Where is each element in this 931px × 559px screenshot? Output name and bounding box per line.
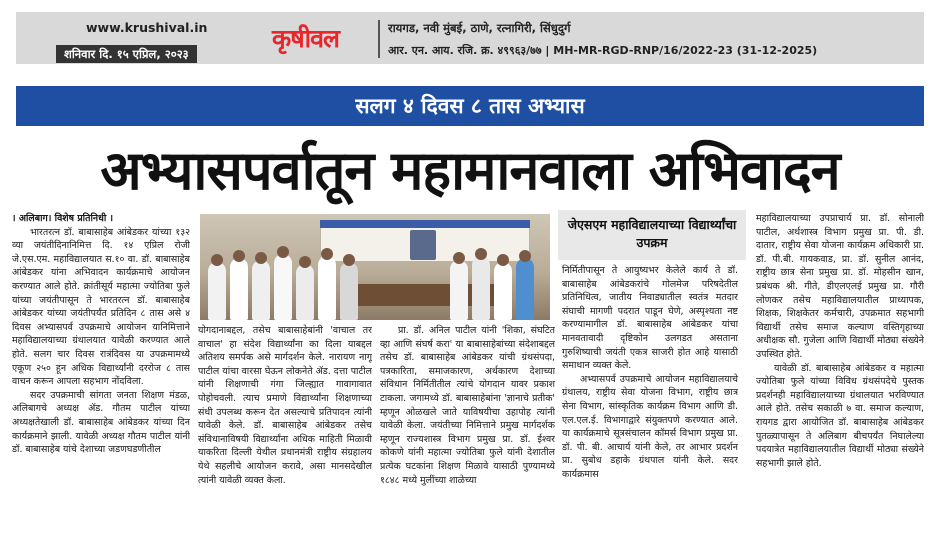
person-head [233, 250, 245, 262]
paragraph: सदर उपक्रमाची सांगता जनता शिक्षण मंडळ, अलिबागचे अध्यक्ष ॲड. गौतम पाटील यांच्या अध्यक्षतेखाली डॉ. बाबासाहेब आंबेडकर यांच्या दिन कार्यक्रमाने झाली. यावेळी अध्यक्ष गौतम पाटील यांनी डॉ. बाबासाहेब यांचे देशाच्या जडणघडणीतील [12, 389, 190, 456]
dateline: । अलिबाग। विशेष प्रतिनिधी । [12, 213, 114, 224]
issue-date: शनिवार दि. १५ एप्रिल, २०२३ [56, 45, 197, 63]
person-head [277, 246, 289, 258]
article-headline: अभ्यासपर्वातून महामानवाला अभिवादन [100, 138, 840, 202]
sub-headline: जेएसएम महाविद्यालयाच्या विद्यार्थ्यांचा उपक्रम [558, 210, 746, 260]
paragraph: प्रा. डॉ. अनिल पाटील यांनी 'शिका, संघटित व्हा आणि संघर्ष करा' या बाबासाहेबांच्या संदेशाबद्दल तसेच डॉ. बाबासाहेब आंबेडकर यांची ग्रंथसंपदा, पत्रकारिता, समाजकारण, अर्थकारण देशाच्या संविधान निर्मितीतील त्यांचे योगदान यावर प्रकाश टाकला. जगामध्ये डॉ. बाबासाहेबांना 'ज्ञानाचे प्रतीक' म्हणून ओळखले जाते याविषयीचा उहापोह त्यांनी यावेळी केला. जयंतीच्या निमित्ताने प्रमुख मार्गदर्शक म्हणून राज्यशास्त्र विभाग प्रमुख प्रा. डॉ. ईश्वर कोकणे यांनी महात्मा ज्योतिबा फुले यांनी देशातील प्रत्येक घटकांना शिक्षण मिळावे यासाठी पुण्यामध्ये १८४८ मध्ये मुलींच्या शाळेच्या [380, 325, 555, 486]
person-figure [208, 262, 226, 320]
person-head [211, 254, 223, 266]
person-head [255, 252, 267, 264]
person-figure [450, 260, 468, 320]
paragraph: महाविद्यालयाच्या उपप्राचार्य प्रा. डॉ. सोनाली पाटील, अर्थशास्त्र विभाग प्रमुख प्रा. पी. डी. दातार, राष्ट्रीय सेवा योजना कार्यक्रम अधिकारी प्रा. डॉ. पी.बी. गायकवाड, प्रा. डॉ. सुनील आनंद, राष्ट्रीय छात्र सेना प्रमुख प्रा. डॉ. मोहसीन खान, प्रबंधक श्री. गीते, डीएलएलई प्रमुख प्रा. गौरी लोणकर तसेच महाविद्यालयातील प्राध्यापक, शिक्षक, शिक्षकेतर कर्मचारी, उपक्रमात सहभागी विद्यार्थी तसेच समाज कल्याण वस्तिगृहाच्या अधीक्षक सौ. गुजेला आणि विद्यार्थी मोठ्या संख्येने उपस्थित होते. [756, 213, 924, 360]
person-figure [296, 264, 314, 320]
person-head [343, 254, 355, 266]
person-head [453, 252, 465, 264]
person-head [519, 250, 531, 262]
newspaper-logo: कृषीवल [272, 24, 339, 53]
person-head [475, 248, 487, 260]
person-figure [340, 262, 358, 320]
photo-banner-strip [320, 220, 530, 228]
person-figure [472, 256, 490, 320]
paragraph: भारतरत्न डॉ. बाबासाहेब आंबेडकर यांच्या १३२ व्या जयंतीदिनानिमित्त दि. १४ एप्रिल रोजी जे.एस.एम. महाविद्यालयात स.१० वा. डॉ. बाबासाहेब आंबेडकर यांना अभिवादन कार्यक्रमाचे आयोजन करण्यात आले होते. क्रांतीसूर्य महात्मा ज्योतिबा फुले यांच्या जयंतीपासून ते भारतरत्न डॉ. बाबासाहेब आंबेडकर यांच्या जयंतीपर्यंत प्रतिदिन ८ तास असे ४ दिवस अभ्यासपर्व उपक्रमाचे आयोजन यानिमित्ताने महाविद्यालयाच्या ग्रंथालयात यावेळी करण्यात आले होते. सलग चार दिवस रात्रंदिवस या उपक्रमामध्ये एकूण २५० हून अधिक विद्यार्थ्यांनी दररोज ८ तास वाचन करून आपला सहभाग नोंदविला. [12, 226, 190, 388]
person-head [497, 254, 509, 266]
person-figure [318, 256, 336, 320]
article-column-3 [380, 324, 555, 559]
masthead [16, 12, 924, 64]
portrait-frame [410, 230, 436, 260]
person-figure [494, 262, 512, 320]
paragraph: निर्मितीपासून ते आयुष्यभर केलेले कार्य ते डॉ. बाबासाहेब आंबेडकरांचे गोलमेज परिषदेतील प्रतिनिधित्व, जातीय निवाड्यातील स्वतंत्र मतदार संघाची मागणी पदरात पाडून घेणे, अस्पृश्यता नष्ट करण्यामागील डॉ. बाबासाहेब आंबेडकर यांचा मानवतावादी दृष्टिकोन उलगडत असताना गुरुशिष्याची जयंती एकत्र साजरी होत आहे यासाठी समाधान व्यक्त केले. [562, 265, 738, 372]
kicker-band: सलग ४ दिवस ८ तास अभ्यास [16, 86, 924, 126]
event-photo [200, 214, 550, 320]
article-column-4 [562, 264, 738, 559]
person-figure [230, 258, 248, 320]
registration-number: आर. एन. आय. रजि. क्र. ४९९६३/७७ | MH-MR-RGD-RNP/16/2022-23 (31-12-2025) [388, 44, 818, 57]
article-column-2 [198, 324, 372, 559]
person-figure [274, 254, 292, 320]
person-head [321, 248, 333, 260]
paragraph: यावेळी डॉ. बाबासाहेब आंबेडकर व महात्मा ज्योतिबा फुले यांच्या विविध ग्रंथसंपदेचे पुस्तक प्रदर्शनही महाविद्यालयाच्या ग्रंथालयात भरविण्यात आले होते. तसेच सकाळी ७ वा. समाज कल्याण, रायगड द्वारा आयोजित डॉ. बाबासाहेब आंबेडकर पुतळ्यापासून ते अलिबाग बीचपर्यंत निघालेल्या पदयात्रेत महाविद्यालयातील विद्यार्थी मोठ्या संख्येने सहभागी झाले होते. [756, 362, 924, 469]
masthead-divider [378, 20, 380, 58]
site-url[interactable]: www.krushival.in [86, 20, 208, 35]
person-figure [252, 260, 270, 320]
person-head [299, 256, 311, 268]
edition-districts: रायगड, नवी मुंबई, ठाणे, रत्नागिरी, सिंधुदुर्ग [388, 21, 571, 35]
paragraph: अभ्यासपर्व उपक्रमाचे आयोजन महाविद्यालयाचे ग्रंथालय, राष्ट्रीय सेवा योजना विभाग, राष्ट्रीय छात्र सेना विभाग, सांस्कृतिक कार्यक्रम विभाग आणि डी. एल.एल.ई. विभागाद्वारे संयुक्तपणे करण्यात आले. या कार्यक्रमाचे सूत्रसंचालन कॉमर्स विभाग प्रमुख प्रा. डॉ. पी. बी. आचार्य यांनी केले, तर आभार प्रदर्शन प्रा. सुबोध डहाके ग्रंथपाल यांनी केले. सदर कार्यक्रमास [562, 373, 738, 480]
article-column-1 [12, 212, 190, 559]
article-column-5 [756, 212, 924, 559]
paragraph: योगदानाबद्दल, तसेच बाबासाहेबांनी 'वाचाल तर वाचाल' हा संदेश विद्यार्थ्यांना का दिला याबद्दल अतिशय समर्पक असे मार्गदर्शन केले. नारायण नागू पाटील यांचा वारसा घेऊन लोकनेते ॲड. दत्ता पाटील यांनी शिक्षणाची गंगा जिल्ह्यात गावागावात पोहोचवली. त्याच प्रमाणे विद्यार्थ्यांना शिक्षणाच्या संधी उपलब्ध करून देत असल्याचे प्रतिपादन त्यांनी यावेळी केले. डॉ. बाबासाहेब आंबेडकर तसेच संविधानाविषयी विद्यार्थ्यांना अधिक माहिती मिळावी याकरिता दिल्ली येथील प्रधानमंत्री राष्ट्रीय संग्रहालय येथे सहलीचे आयोजन करावे, असा मानसदेखील त्यांनी यावेळी व्यक्त केला. [198, 325, 372, 486]
person-figure [516, 258, 534, 320]
